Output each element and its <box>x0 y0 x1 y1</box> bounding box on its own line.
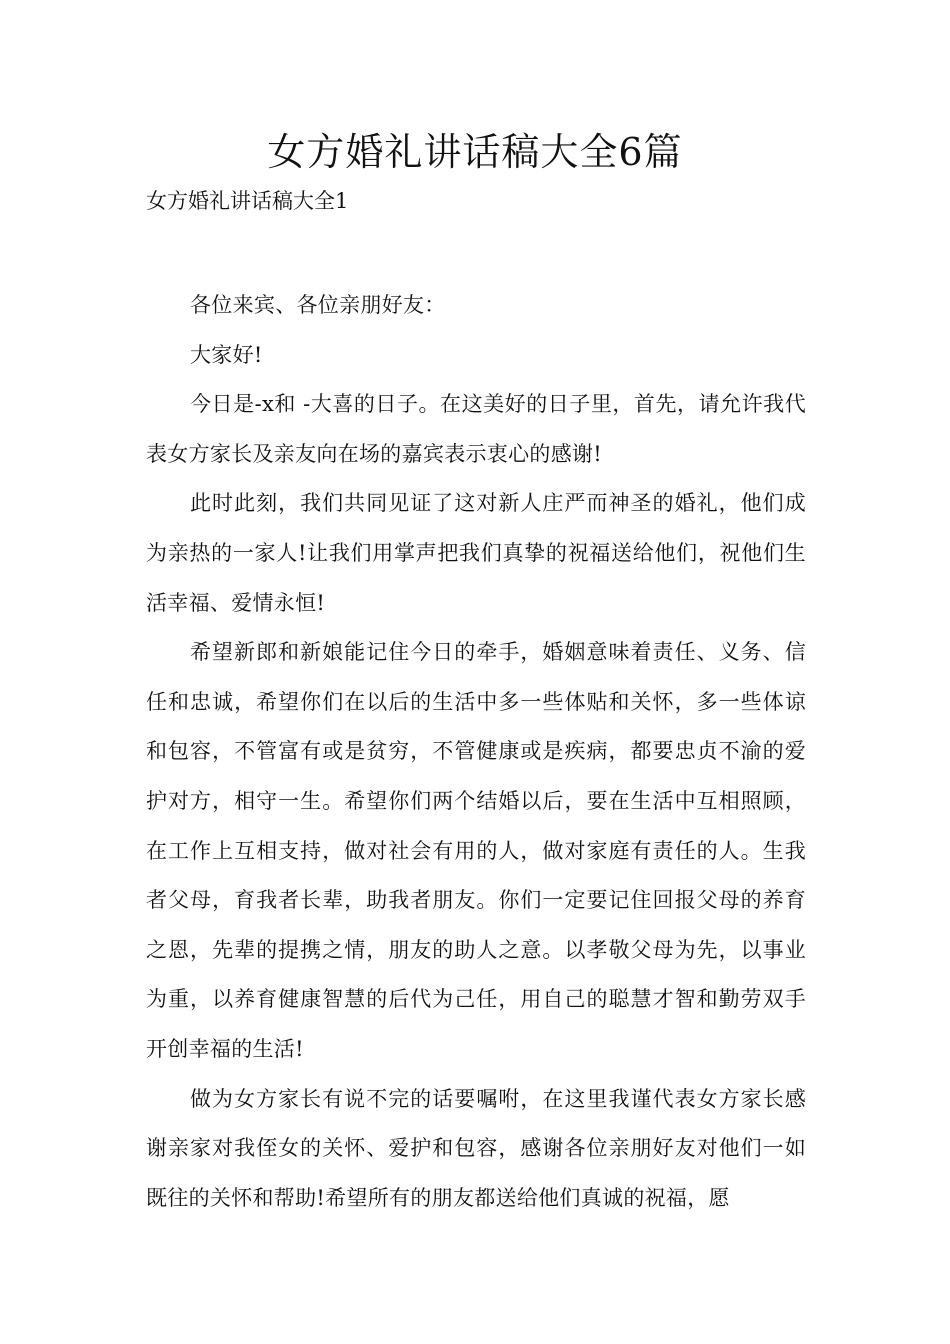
document-body <box>146 281 806 1223</box>
paragraph-gratitude: 做为女方家长有说不完的话要嘱咐，在这里我谨代表女方家长感谢亲家对我侄女的关怀、爱护和包容，感谢各位亲朋好友对他们一如既往的关怀和帮助!希望所有的朋友都送给他们真诚的祝福，愿 <box>146 1086 806 1210</box>
section-heading: 女方婚礼讲话稿大全1 <box>146 189 349 213</box>
document-title: 女方婚礼讲话稿大全6篇 <box>267 130 683 174</box>
paragraph-greeting: 各位来宾、各位亲朋好友： <box>190 293 446 317</box>
paragraph-wishes: 希望新郎和新娘能记住今日的牵手，婚姻意味着责任、义务、信任和忠诚，希望你们在以后的生活中多一些体贴和关怀，多一些体谅和包容，不管富有或是贫穷，不管健康或是疾病，都要忠贞不渝的爱护对方，相守一生。希望你们两个结婚以后，要在生活中互相照顾，在工作上互相支持，做对社会有用的人，做对家庭有责任的人。生我者父母，育我者长辈，助我者朋友。你们一定要记住回报父母的养育之恩，先辈的提携之情，朋友的助人之意。以孝敬父母为先，以事业为重，以养育健康智慧的后代为己任，用自己的聪慧才智和勤劳双手开创幸福的生活! <box>146 640 806 1061</box>
paragraph-hello: 大家好! <box>190 342 263 367</box>
paragraph-witness: 此时此刻，我们共同见证了这对新人庄严而神圣的婚礼，他们成为亲热的一家人!让我们用掌声把我们真挚的祝福送给他们，祝他们生活幸福、爱情永恒! <box>146 491 806 615</box>
paragraph-thanks: 今日是-x和 -大喜的日子。在这美好的日子里，首先，请允许我代表女方家长及亲友向在场的嘉宾表示衷心的感谢! <box>146 392 806 466</box>
